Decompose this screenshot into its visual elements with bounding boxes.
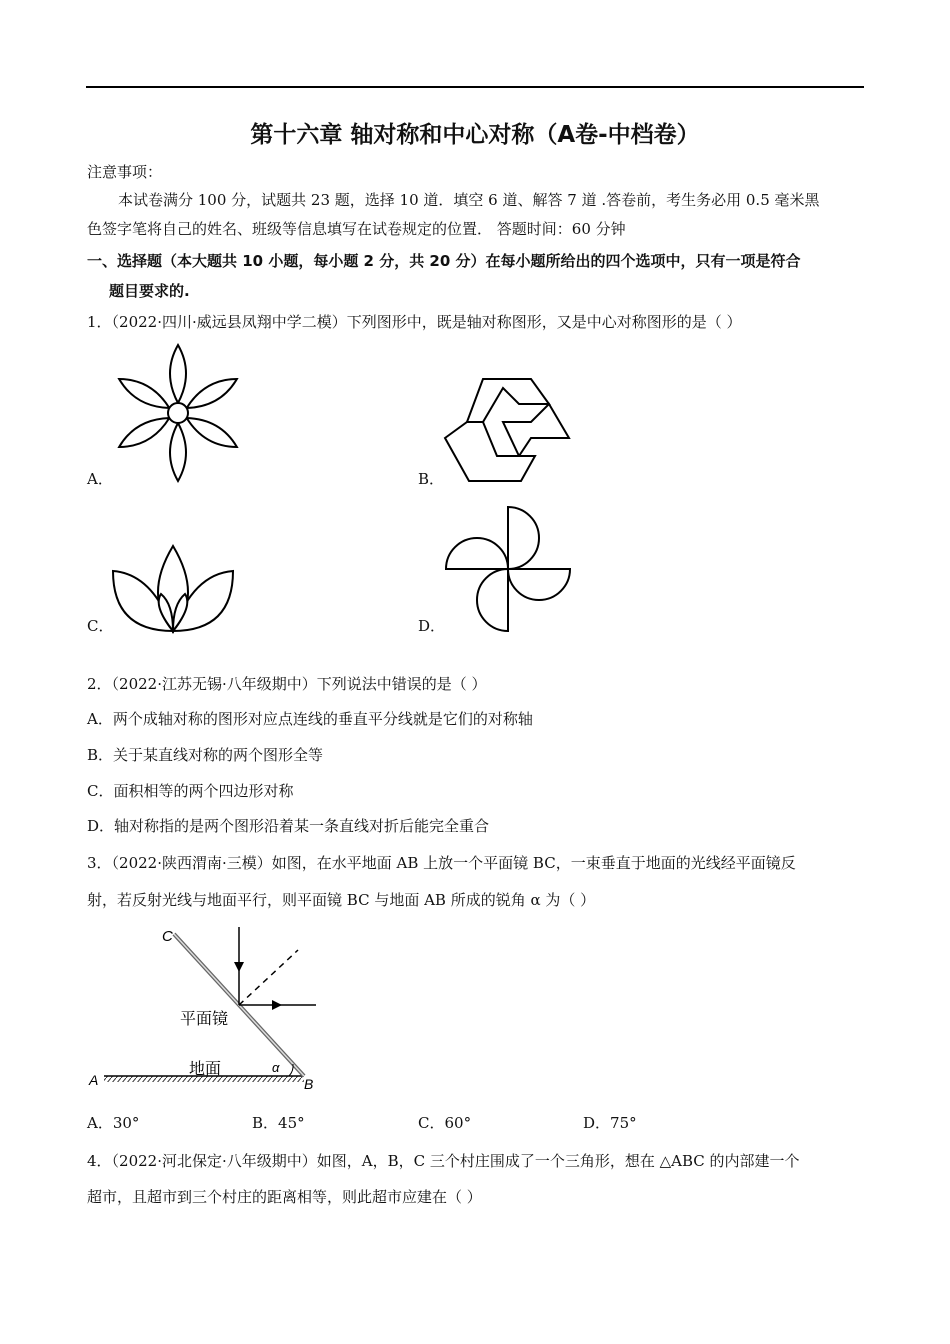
q2-option-a: A．两个成轴对称的图形对应点连线的垂直平分线就是它们的对称轴 <box>87 710 533 728</box>
label-ground: 地面 <box>189 1061 222 1078</box>
q3-option-a-value: 30° <box>112 1114 140 1132</box>
q1-pinwheel-figure <box>445 506 571 632</box>
normal-dashed-line <box>239 950 298 1005</box>
q1-option-c-label: C． <box>87 617 114 635</box>
question-3-stem-2: 射，若反射光线与地面平行，则平面镜 BC 与地面 AB 所成的锐角 α 为（ ） <box>87 891 596 909</box>
q1-lotus-figure <box>113 546 233 634</box>
incident-arrow-icon <box>234 962 244 972</box>
label-mirror: 平面镜 <box>180 1011 229 1028</box>
q3-option-d-value: 75° <box>610 1114 637 1132</box>
q1-option-a-label: A． <box>87 470 113 488</box>
q2-option-d: D．轴对称指的是两个图形沿着某一条直线对折后能完全重合 <box>87 817 490 835</box>
label-c: C <box>162 928 173 945</box>
notice-heading: 注意事项： <box>87 163 163 181</box>
header-rule <box>86 86 864 88</box>
section-1-heading-cont: 题目要求的. <box>109 282 190 300</box>
reflected-arrow-icon <box>272 1000 282 1010</box>
q3-option-b-letter: B． <box>252 1114 279 1132</box>
label-a: A <box>89 1072 99 1088</box>
section-1-heading: 一、选择题（本大题共 10 小题，每小题 2 分，共 20 分）在每小题所给出的四个选项中，只有一项是符合 <box>87 252 801 270</box>
q1-option-d-label: D． <box>418 617 446 635</box>
q3-option-d-letter: D． <box>583 1114 611 1132</box>
question-4-stem-2: 超市，且超市到三个村庄的距离相等，则此超市应建在（ ） <box>87 1188 482 1206</box>
q1-option-b-label: B． <box>418 470 445 488</box>
label-b: B <box>304 1076 314 1092</box>
q3-mirror-figure <box>86 922 326 1092</box>
q3-option-c-value: 60° <box>444 1114 472 1132</box>
q3-option-a <box>87 1113 139 1133</box>
q3-option-c-letter: C． <box>418 1114 445 1132</box>
label-alpha: α <box>272 1060 280 1075</box>
question-1-stem: 1．（2022·四川·威远县凤翔中学二模）下列图形中，既是轴对称图形，又是中心对称图形的是（ ） <box>87 313 742 331</box>
q3-option-b <box>252 1113 305 1133</box>
q3-option-b-value: 45° <box>278 1114 305 1132</box>
q3-option-d <box>583 1113 637 1133</box>
question-2-stem: 2．（2022·江苏无锡·八年级期中）下列说法中错误的是（ ） <box>87 675 487 693</box>
notice-line-2: 色签字笔将自己的姓名、班级等信息填写在试卷规定的位置． 答题时间：60 分钟 <box>87 220 626 238</box>
q3-option-c <box>418 1113 471 1133</box>
notice-line-1: 本试卷满分 100 分，试题共 23 题，选择 10 道．填空 6 道、解答 7 道 .答卷前，考生务必用 0.5 毫米黑 <box>118 191 820 209</box>
q3-option-a-letter: A． <box>87 1114 113 1132</box>
q1-flower-figure <box>108 342 248 484</box>
page-title: 第十六章 轴对称和中心对称（A卷-中档卷） <box>250 122 700 148</box>
q2-option-c: C．面积相等的两个四边形对称 <box>87 782 294 800</box>
question-4-stem-1: 4．（2022·河北保定·八年级期中）如图，A，B，C 三个村庄围成了一个三角形，想在 △ABC 的内部建一个 <box>87 1152 800 1170</box>
question-3-stem-1: 3．（2022·陕西渭南·三模）如图，在水平地面 AB 上放一个平面镜 BC，一束垂直于地面的光线经平面镜反 <box>87 854 796 872</box>
q2-option-b: B．关于某直线对称的两个图形全等 <box>87 746 324 764</box>
q1-recycle-figure <box>445 376 571 484</box>
